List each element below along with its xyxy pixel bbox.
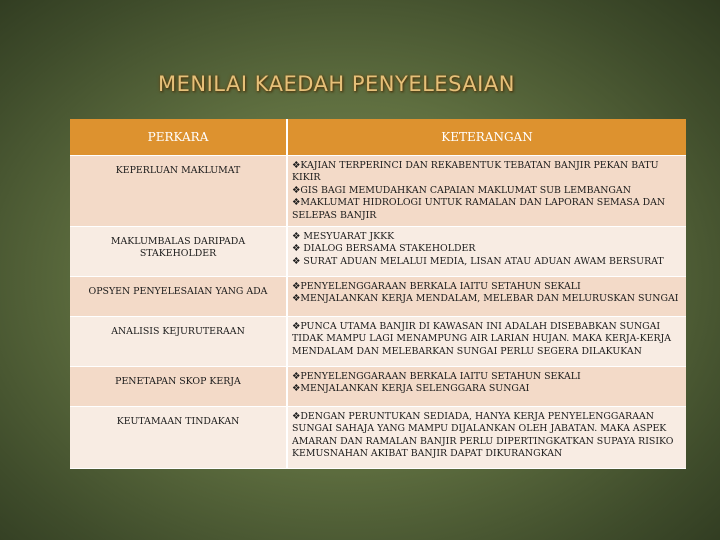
cell-keterangan <box>287 277 686 317</box>
cell-perkara: KEPERLUAN MAKLUMAT <box>70 156 287 227</box>
table-row <box>70 407 686 469</box>
table-header-row <box>70 119 686 156</box>
keterangan-item: ❖PUNCA UTAMA BANJIR DI KAWASAN INI ADALAH DISEBABKAN SUNGAI TIDAK MAMPU LAGI MENAMPUNG AIR LARIAN HUJAN. MAKA KERJA-KERJA MENDALAM DAN MELEBARKAN SUNGAI PERLU SEGERA DILAKUKAN <box>292 321 672 357</box>
cell-perkara: OPSYEN PENYELESAIAN YANG ADA <box>70 277 287 317</box>
table-row <box>70 317 686 367</box>
cell-keterangan <box>287 317 686 367</box>
keterangan-item: ❖ DIALOG BERSAMA STAKEHOLDER <box>292 243 476 255</box>
header-keterangan: KETERANGAN <box>287 119 686 156</box>
keterangan-item: ❖ SURAT ADUAN MELALUI MEDIA, LISAN ATAU ADUAN AWAM BERSURAT <box>292 255 664 267</box>
cell-perkara: MAKLUMBALAS DARIPADA STAKEHOLDER <box>70 227 287 277</box>
keterangan-item: ❖DENGAN PERUNTUKAN SEDIADA, HANYA KERJA PENYELENGGARAAN SUNGAI SAHAJA YANG MAMPU DIJALANKAN OLEH JABATAN. MAKA ASPEK AMARAN DAN RAMALAN BANJIR PERLU DIPERTINGKATKAN SUPAYA RISIKO KEMUSNAHAN AKIBAT BANJIR DAPAT DIKURANGKAN <box>292 411 674 460</box>
assessment-table <box>70 119 686 469</box>
cell-keterangan <box>287 367 686 407</box>
keterangan-item: ❖MENJALANKAN KERJA MENDALAM, MELEBAR DAN MELURUSKAN SUNGAI <box>292 293 679 305</box>
keterangan-item: ❖MENJALANKAN KERJA SELENGGARA SUNGAI <box>292 383 530 395</box>
cell-keterangan <box>287 156 686 227</box>
keterangan-item: ❖PENYELENGGARAAN BERKALA IAITU SETAHUN SEKALI <box>292 371 581 383</box>
cell-keterangan <box>287 407 686 469</box>
header-perkara: PERKARA <box>70 119 287 156</box>
table-row <box>70 227 686 277</box>
keterangan-item: ❖PENYELENGGARAAN BERKALA IAITU SETAHUN SEKALI <box>292 281 581 293</box>
table-body <box>70 156 686 469</box>
keterangan-item: ❖MAKLUMAT HIDROLOGI UNTUK RAMALAN DAN LAPORAN SEMASA DAN SELEPAS BANJIR <box>292 197 666 221</box>
table-row <box>70 367 686 407</box>
cell-perkara: ANALISIS KEJURUTERAAN <box>70 317 287 367</box>
keterangan-item: ❖KAJIAN TERPERINCI DAN REKABENTUK TEBATAN BANJIR PEKAN BATU KIKIR <box>292 160 659 184</box>
table-row <box>70 277 686 317</box>
keterangan-item: ❖GIS BAGI MEMUDAHKAN CAPAIAN MAKLUMAT SUB LEMBANGAN <box>292 184 631 196</box>
keterangan-item: ❖ MESYUARAT JKKK <box>292 231 395 243</box>
cell-perkara: PENETAPAN SKOP KERJA <box>70 367 287 407</box>
cell-perkara: KEUTAMAAN TINDAKAN <box>70 407 287 469</box>
slide-title: MENILAI KAEDAH PENYELESAIAN <box>158 72 515 96</box>
cell-keterangan <box>287 227 686 277</box>
table-row <box>70 156 686 227</box>
